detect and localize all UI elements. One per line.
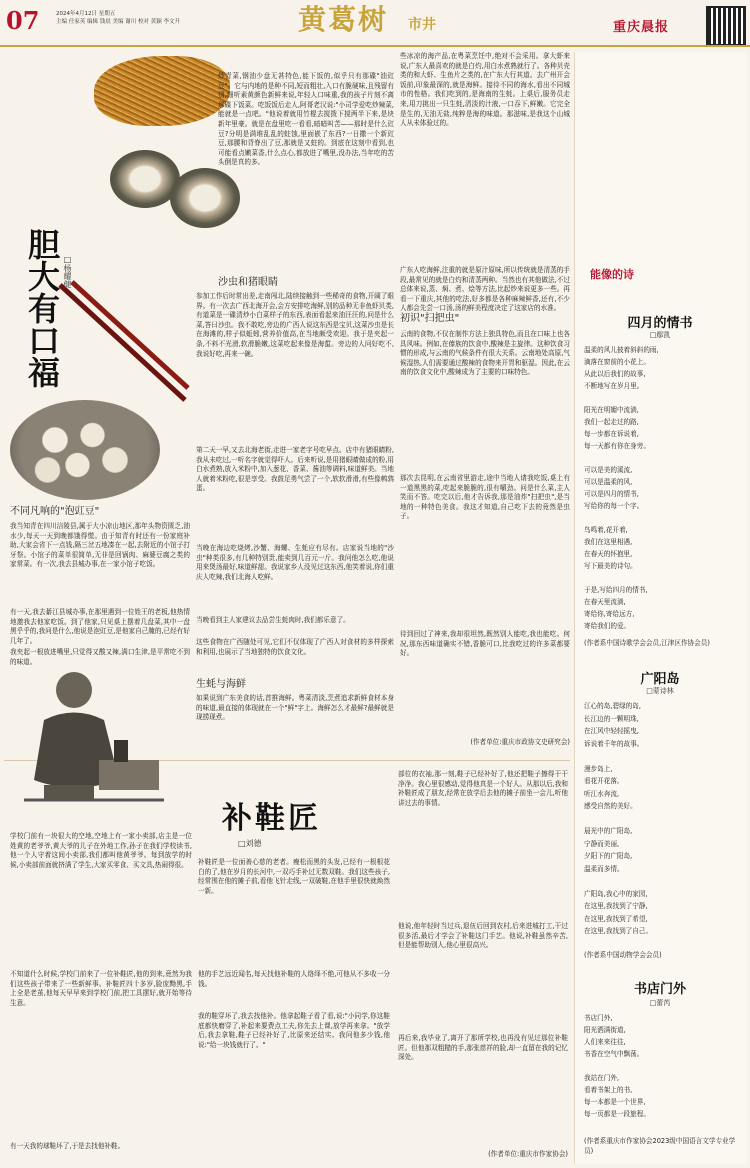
poem2-line: 晨光中的广阳岛, xyxy=(584,827,633,835)
header-rule xyxy=(0,45,750,47)
poem1-title: 四月的情书 xyxy=(627,316,693,331)
essay2-col1-a: 学校门前有一块很大的空地,空地上有一家小卖部,店主是一位姓黄的老爷爷,黄大爷的儿子在外地工作,孙子在我们学校读书,他一个人守着这间小卖部,我们都叫他黄爷爷。每到放学的时候,小卖部前面就挤满了学生,大家买零食、买文具,热闹得很。 xyxy=(10,832,192,869)
poem3-line: 阳光洒满街道, xyxy=(584,1026,626,1034)
column-name: 市井 xyxy=(408,17,436,33)
essay1-paragraph-left2: 有一天,我去綦江县城办事,在那里遇到一位姓王的老板,他热情地邀我去他家吃饭。到了他家,只见桌上摆着几盘菜,其中一盘黑乎乎的,我问是什么,他说是泡豇豆,是他家自己腌的,已经有好几年了。 xyxy=(10,608,190,645)
poem2-line: 漫步岛上, xyxy=(584,764,613,773)
poem2-line: 听江水奔流, xyxy=(584,789,620,798)
poem1-line: 我们一起走过的路, xyxy=(584,418,639,426)
poem1-line: 鸟鸣着,花开着, xyxy=(584,526,628,534)
essay1-col3-bottom2: 那次去昆明,在云南省里游走,途中当地人请我吃饭,桌上有一道黑黑的菜,吃起来脆脆的,很有嚼劲。问是什么菜,主人笑而不答。吃完以后,他才告诉我,那是油炸"扫把虫",是当地的一种特色美食。我这才知道,自己吃下去的竟然是虫子。 xyxy=(400,474,570,521)
poem2-line: 在这里,我找到了自己。 xyxy=(584,927,653,935)
essay2-author: □刘德 xyxy=(238,839,262,848)
poem3-line: 人们来来往往, xyxy=(584,1038,626,1046)
poem2-author: □蒙诗林 xyxy=(646,687,674,695)
essay1-paragraph-mid5: 这些食物在广西随处可见,它们不仅体现了广西人对食材的多样探索和利用,也展示了当地独特的饮食文化。 xyxy=(196,638,394,656)
editor-line: 主编 任家英 编辑 钱晨 美编 谢川 校对 黄颖 李文升 xyxy=(56,19,180,25)
header-meta xyxy=(56,10,296,26)
poem3-line: 每一本都是一个世界, xyxy=(584,1098,646,1106)
essay1-subhead-2: 生蚝与海鲜 xyxy=(196,679,246,690)
essay1-paragraph-mid3: 当晚在海边吃烧烤,沙蟹、海螺、生蚝应有尽有。店家说当地的"沙虫"种类很多,有几种特别贵,能卖到几百元一斤。我问他怎么吃,他说用来煲汤最好,味道鲜甜。我说家乡人没见过这东西,他笑着说,你们重庆人吃辣,我们北海人吃鲜。 xyxy=(196,544,394,581)
poem1-line: 寄给我们的爱。 xyxy=(584,622,631,630)
poem1-author: □鄢凯 xyxy=(649,331,671,339)
essay1-col3-bottom3: 待到回过了神来,我却很坦然,既然别人能吃,我也能吃。何况,那东西味道确实不错,香脆可口,比我吃过的许多菜都要好。 xyxy=(400,630,570,658)
poem1-line: 写下最美的诗句。 xyxy=(584,562,637,570)
cobbler-illustration-icon xyxy=(4,650,180,826)
poem1-line: 可以是美的溪流, xyxy=(584,466,633,474)
poem2-line: 温柔而多情。 xyxy=(584,864,624,873)
poem1-line: 从此以后我们的故事, xyxy=(584,370,646,378)
poem3-line: 书香在空气中飘荡。 xyxy=(584,1050,644,1058)
essay1-paragraph-left: 我当知青在四川涪陵县,属于大小凉山地区,那年头物资匮乏,油水少,每天一天到晚都饿得慌。由于知青有时还有一份家庭补助,大家会省下一点钱,隔三岔五地凑在一起,去附近的小馆子打牙祭。小馆子的菜单很简单,无非是回锅肉、麻婆豆腐之类的家常菜。有一次,我去县城办事,在一家小馆子吃饭。 xyxy=(10,522,190,569)
poem1-line: 可以是温柔的风, xyxy=(584,478,633,486)
poem-banner: 能像的诗 xyxy=(590,268,634,281)
essay1-subhead-3: 不同凡响的"泡豇豆" xyxy=(10,506,100,517)
poem2-line: 江心的岛,碧绿的岛, xyxy=(584,702,641,710)
poem1-line: 我们在这里相遇, xyxy=(584,538,633,546)
poem3-title: 书店门外 xyxy=(633,982,686,997)
masthead: 黄葛树 xyxy=(298,3,389,36)
poem1-line: 阳光在明媚中流淌, xyxy=(584,406,639,414)
essay2-col2-b: 他的手艺远近闻名,每天找他补鞋的人络绎不绝,可他从不多收一分钱。 xyxy=(198,970,390,988)
essay1-paragraph-left3: 我夹起一根放进嘴里,只觉得又酸又辣,满口生津,是平常吃不到的味道。 xyxy=(10,648,190,666)
poem2-line: 宁静而美丽, xyxy=(584,839,620,848)
poem1-line: 在春天的怀抱里, xyxy=(584,550,633,558)
poem1-line: 每一天都有你在身旁。 xyxy=(584,442,650,450)
qr-code-icon xyxy=(706,6,746,46)
essay2-col1-c: 有一天我的球鞋坏了,于是去找他补鞋。 xyxy=(10,1142,125,1150)
poem2-line: 看花开花落, xyxy=(584,777,620,785)
essay1-subhead-1: 沙虫和猪眼睛 xyxy=(218,277,278,288)
poem1-line: 寄给你,寄给远方, xyxy=(584,610,635,618)
essay1-author-note: (作者单位:重庆市政协文史研究会) xyxy=(470,738,570,746)
poem2-note: (作者系中国动物学会会员) xyxy=(584,951,662,959)
poem2-line: 在这里,我找到了宁静, xyxy=(584,902,648,910)
essay1-paragraph-top: 炒青菜,钢油少盘无甚特色,能下饭的,似乎只有那碟"油豇豆"。它与内地的是种不同,短而粗壮,入口有脆硬味,且残留有别,细听素黄颜色新鲜来说,年轻人口味重,我的孩子片刻不离那碟下饭菜。吃饭饭后走人,阿哥老汉说:"小司学爱吃炒辣菜,能就是一点吧。"他说着就用竹棍去搅拨下搅两半下来,是块新年里豪。就是在盘里吃一看看,暗暗叫苦——那时是什么豇豆?分明是满堆乱乱的蛀蚀,里面嵌了东西?一日撒一个新豇豆,那腰和背脊出了豆,那就是又蛀的。到底在这刻中看到,也可能看点嫩菜香,什么点心,都放进了嘴里,没办法,当年吃的苦头倒是真的多。 xyxy=(218,72,394,167)
poem2-line: 广阳岛,我心中的家园, xyxy=(584,889,648,898)
poem2-line: 诉说着千年的故事。 xyxy=(584,739,644,748)
poem1-line: 写给你的每一个字。 xyxy=(584,502,644,510)
essay1-subhead-4: 初识"扫把虫" xyxy=(400,313,460,324)
poem2-line: 感受自然的美好。 xyxy=(584,802,637,810)
poem3-note: (作者系重庆市作家协会2023级中国语言文学专业学员) xyxy=(584,1137,736,1155)
poem1-line: 在春天里流淌, xyxy=(584,598,626,606)
essay1-title: 胆大有口福 xyxy=(23,228,61,388)
essay1-col3-top: 些冰凉的海产品,在粤菜烹饪中,绝对不会采用。拿大虾来说,广东人最喜欢的就是白灼,用白水煮熟就行了。各种贝壳类的和大虾、生鱼片之类的,在广东大行其道。去广州开会饭前,印象最深的,就是海鲜。接待不同的海水,看出不同城市的性格。我们吃到的,是海南的生蚝。上桌后,服务员走来,用刀挑出一只生蚝,清淡的汁液,一口吞下,鲜嫩。它完全是生的,无油无盐,纯粹是海的味道。那滋味,是我这个山城人从未体验过的。 xyxy=(400,52,570,128)
essay1-col3-bottom: 云南的食物,不仅在制作方法上独具特色,而且在口味上也各具风味。例如,在傣族的饮食中,酸辣是主旋律。这种饮食习惯的形成,与云南的气候条件有很大关系。云南地处高原,气候湿热,人们需要通过酸辣的食物来开胃和驱湿。因此,在云南的饮食文化中,酸辣成为了主要的口味特色。 xyxy=(400,330,570,377)
poem2-line: 夕阳下的广阳岛, xyxy=(584,852,633,860)
essay2-col2-a: 补鞋匠是一位面善心慈的老者。瘦松而黑的头发,已经有一根根花白的了,他在岁月的长河中,一双巧手补过无数双鞋。我们这些孩子,经常围在他的摊子前,看他飞针走线,一双破鞋,在他手里很快就焕然一新。 xyxy=(198,858,390,895)
poem3-line: 每一页都是一段旅程。 xyxy=(584,1110,650,1118)
poem1-line: 可以是四月的情书, xyxy=(584,490,639,498)
poem3-line: 书店门外, xyxy=(584,1014,613,1022)
date-line: 2024年4月12日 星期五 xyxy=(56,11,116,17)
poem1-line: 每一步都在诉说着, xyxy=(584,430,639,438)
essay2-col2-c: 我的鞋穿坏了,我去找他补。他拿起鞋子看了看,说:"小同学,你这鞋底都快磨穿了,补起来要费点工夫,你先去上课,放学再来拿。"放学后,我去拿鞋,鞋子已经补好了,比原来还结实。我问他多少钱,他说:"给一块钱就行了。" xyxy=(198,1012,390,1049)
poem1-line: 温柔的风儿披着斜斜的雨, xyxy=(584,346,659,354)
poem3-line: 看着书架上的书, xyxy=(584,1086,633,1094)
noodle-photo xyxy=(94,56,230,126)
poem1-line: 于是,写给四月的情书, xyxy=(584,586,648,594)
essay2-col1-b: 不知道什么时候,学校门前来了一位补鞋匠,他的到来,竟然为我们这些孩子带来了一些新鲜事。补鞋匠四十多岁,脸庞黝黑,手上全是老茧,他每天早早来到学校门前,把工具摆好,就开始等待生意。 xyxy=(10,970,192,1007)
essay2-col3-b: 他说,他年轻时当过兵,退伍后回到农村,后来进城打工,干过很多活,最后才学会了补鞋这门手艺。他说,补鞋虽然辛苦,但是能帮助别人,他心里很高兴。 xyxy=(398,922,568,950)
poem1-line: 不断地写在岁月里。 xyxy=(584,382,644,390)
poem2-title: 广阳岛 xyxy=(640,672,680,687)
essay1-paragraph-mid4: 当晚看到主人家建议去品尝生蚝肉时,我们都乐意了。 xyxy=(196,616,350,624)
poem2-line: 在江风中轻轻摇曳, xyxy=(584,727,639,735)
essay2-col3-a: 部位的衣袖,那一刻,鞋子已经补好了,他还把鞋子擦得干干净净。我心里很感动,觉得他真是一个好人。从那以后,我和补鞋匠成了朋友,经常在放学后去他的摊子前坐一会儿,听他讲过去的事情。 xyxy=(398,770,568,807)
essay1-author: □杨耀健 xyxy=(63,255,72,288)
essay2-title: 补鞋匠 xyxy=(222,801,321,836)
page-number: 07 xyxy=(6,6,40,35)
poem2-line: 长江边的一颗明珠, xyxy=(584,714,639,723)
poem2-line: 在这里,我找到了希望, xyxy=(584,914,648,923)
essay1-paragraph-bottom: 如果说到广东美食的话,首推海鲜。粤菜清淡,烹煮追求新鲜食材本身的味道,最直接的体现就在一个"鲜"字上。海鲜怎么才最鲜?最鲜就是现捞现煮。 xyxy=(196,694,394,722)
poem3-author: □蕾芮 xyxy=(649,999,671,1007)
essay1-paragraph-mid2: 第二天一早,又去北海老街,走进一家老字号吃早点。店中有猪眼睛粉,我从未吃过,一听名字就觉得吓人。后来听说,是用猪眼睛做成的粉,用白水煮熟,放入米粉中,加入葱花、香菜、酱油等调料,味道鲜美。当地人就着米粉吃,很是享受。我鼓足勇气尝了一个,软软滑滑,有些像鹌鹑蛋。 xyxy=(196,446,394,493)
essay1-col3-mid: 广东人吃海鲜,注重的就是原汁原味,所以传统就是清蒸的手段,最常见的就是白灼和清蒸两种。当然也有其他做法,不过总体来说,蒸、焖、煮、烩等方法,比起炒来说更多一些。再看一下重庆,其他的吃法,好多都是各种麻辣鲜香,还有,不少人都会先尝一口汤,汤的鲜美程度决定了这家店的水准。 xyxy=(400,266,570,313)
essay2-col3-c: 再后来,我毕业了,离开了那所学校,也再没有见过那位补鞋匠。但他那双粗糙的手,那张慈祥的脸,却一直留在我的记忆深处。 xyxy=(398,1034,568,1062)
poem1-line: 滴落在窗前的小花上。 xyxy=(584,358,650,366)
paper-name: 重庆晨报 xyxy=(613,20,670,35)
essay1-paragraph-mid: 参加工作后时常出差,走南闯北,陆续接触到一些稀奇的食物,开阔了眼界。有一次去广西北海开会,会方安排吃海鲜,别的品种无非鱼虾贝类,有道菜是一碟清炒小白菜样子的东西,表面看起来油汪汪的,问是什么菜,答曰沙虫。我不敢吃,旁边的广西人说这东西是宝贝,这菜沙虫是长在海滩的,样子似蚯蚓,营养价值高,在当地颇受欢迎。我于是夹起一条,不料不光滑,软滑脆嫩,这菜吃起来像是海蜇。旁边的人问好吃不,我说好吃,再来一碗。 xyxy=(196,292,394,358)
poem1-note: (作者系中国诗歌学会会员,江津区作协会员) xyxy=(584,639,710,647)
poem3-line: 我站在门外, xyxy=(584,1074,620,1082)
essay2-author-note: (作者单位:重庆市作家协会) xyxy=(488,1150,568,1158)
